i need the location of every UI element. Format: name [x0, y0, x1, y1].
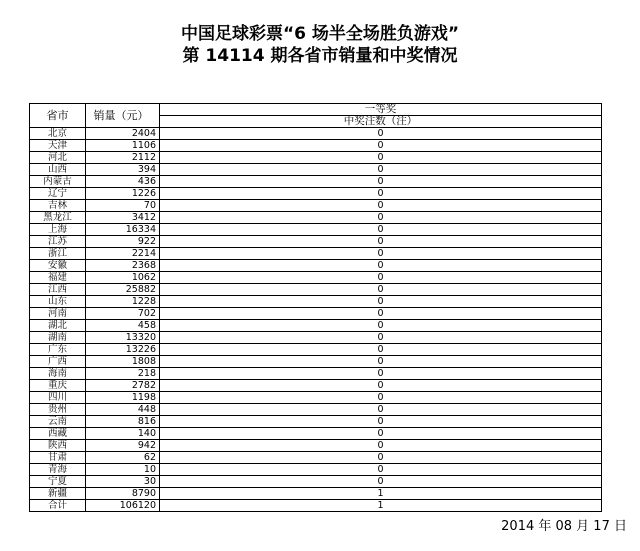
winners-cell: 0 [160, 452, 602, 464]
sales-cell: 140 [86, 428, 160, 440]
winners-cell: 0 [160, 272, 602, 284]
sales-cell: 2782 [86, 380, 160, 392]
table-row [30, 320, 602, 332]
winners-cell: 1 [160, 500, 602, 512]
table-row [30, 284, 602, 296]
table-row [30, 224, 602, 236]
province-cell: 福建 [30, 272, 86, 284]
table-row [30, 488, 602, 500]
publish-date: 2014 年 08 月 17 日 [501, 519, 627, 534]
province-cell: 天津 [30, 140, 86, 152]
sales-cell: 448 [86, 404, 160, 416]
table-row [30, 272, 602, 284]
winners-cell: 0 [160, 320, 602, 332]
table-row [30, 308, 602, 320]
sales-cell: 16334 [86, 224, 160, 236]
province-cell: 吉林 [30, 200, 86, 212]
table-row [30, 332, 602, 344]
table-row [30, 260, 602, 272]
sales-cell: 1228 [86, 296, 160, 308]
winners-cell: 0 [160, 392, 602, 404]
sales-cell: 25882 [86, 284, 160, 296]
province-cell: 江苏 [30, 236, 86, 248]
header-sales: 销量（元） [86, 104, 160, 128]
province-cell: 内蒙古 [30, 176, 86, 188]
winners-cell: 0 [160, 176, 602, 188]
table-row [30, 392, 602, 404]
province-cell: 辽宁 [30, 188, 86, 200]
table-row [30, 248, 602, 260]
sales-table [29, 103, 602, 512]
province-cell: 河北 [30, 152, 86, 164]
winners-cell: 0 [160, 212, 602, 224]
province-cell: 山东 [30, 296, 86, 308]
province-cell: 云南 [30, 416, 86, 428]
winners-cell: 1 [160, 488, 602, 500]
sales-cell: 13226 [86, 344, 160, 356]
province-cell: 江西 [30, 284, 86, 296]
table-row [30, 452, 602, 464]
province-cell: 贵州 [30, 404, 86, 416]
province-cell: 海南 [30, 368, 86, 380]
table-row [30, 188, 602, 200]
province-cell: 青海 [30, 464, 86, 476]
winners-cell: 0 [160, 368, 602, 380]
province-cell: 上海 [30, 224, 86, 236]
province-cell: 宁夏 [30, 476, 86, 488]
winners-cell: 0 [160, 164, 602, 176]
sales-cell: 2404 [86, 128, 160, 140]
sales-cell: 702 [86, 308, 160, 320]
table-row [30, 212, 602, 224]
winners-cell: 0 [160, 296, 602, 308]
header-prize-level: 一等奖 [160, 104, 602, 116]
province-cell: 湖北 [30, 320, 86, 332]
header-province: 省市 [30, 104, 86, 128]
table-row [30, 296, 602, 308]
province-cell: 山西 [30, 164, 86, 176]
sales-cell: 2112 [86, 152, 160, 164]
sales-cell: 62 [86, 452, 160, 464]
winners-cell: 0 [160, 428, 602, 440]
winners-cell: 0 [160, 344, 602, 356]
province-cell: 黑龙江 [30, 212, 86, 224]
winners-cell: 0 [160, 128, 602, 140]
province-cell: 浙江 [30, 248, 86, 260]
province-cell: 合计 [30, 500, 86, 512]
table-row [30, 428, 602, 440]
province-cell: 甘肃 [30, 452, 86, 464]
winners-cell: 0 [160, 332, 602, 344]
province-cell: 四川 [30, 392, 86, 404]
winners-cell: 0 [160, 380, 602, 392]
table-row [30, 500, 602, 512]
sales-cell: 2214 [86, 248, 160, 260]
sales-cell: 436 [86, 176, 160, 188]
province-cell: 重庆 [30, 380, 86, 392]
winners-cell: 0 [160, 200, 602, 212]
sales-cell: 10 [86, 464, 160, 476]
table-row [30, 440, 602, 452]
table-row [30, 200, 602, 212]
table-row [30, 380, 602, 392]
sales-cell: 458 [86, 320, 160, 332]
province-cell: 广西 [30, 356, 86, 368]
table-row [30, 476, 602, 488]
document-title: 中国足球彩票“6 场半全场胜负游戏” [180, 24, 460, 44]
province-cell: 安徽 [30, 260, 86, 272]
province-cell: 河南 [30, 308, 86, 320]
table-row [30, 236, 602, 248]
table-row [30, 128, 602, 140]
province-cell: 北京 [30, 128, 86, 140]
table-row [30, 464, 602, 476]
province-cell: 陕西 [30, 440, 86, 452]
sales-cell: 1106 [86, 140, 160, 152]
winners-cell: 0 [160, 236, 602, 248]
table-row [30, 164, 602, 176]
sales-cell: 1226 [86, 188, 160, 200]
sales-cell: 2368 [86, 260, 160, 272]
table-row [30, 416, 602, 428]
document-subtitle: 第 14114 期各省市销量和中奖情况 [182, 46, 458, 66]
sales-cell: 922 [86, 236, 160, 248]
winners-cell: 0 [160, 260, 602, 272]
table-body [30, 128, 602, 512]
province-cell: 湖南 [30, 332, 86, 344]
sales-cell: 816 [86, 416, 160, 428]
winners-cell: 0 [160, 356, 602, 368]
province-cell: 广东 [30, 344, 86, 356]
province-cell: 新疆 [30, 488, 86, 500]
sales-cell: 394 [86, 164, 160, 176]
table-row [30, 140, 602, 152]
winners-cell: 0 [160, 404, 602, 416]
table-row [30, 368, 602, 380]
sales-cell: 1198 [86, 392, 160, 404]
sales-cell: 3412 [86, 212, 160, 224]
winners-cell: 0 [160, 152, 602, 164]
winners-cell: 0 [160, 416, 602, 428]
winners-cell: 0 [160, 188, 602, 200]
sales-cell: 70 [86, 200, 160, 212]
table-row [30, 356, 602, 368]
winners-cell: 0 [160, 140, 602, 152]
winners-cell: 0 [160, 308, 602, 320]
winners-cell: 0 [160, 224, 602, 236]
winners-cell: 0 [160, 440, 602, 452]
winners-cell: 0 [160, 284, 602, 296]
sales-cell: 30 [86, 476, 160, 488]
sales-cell: 106120 [86, 500, 160, 512]
header-row [30, 104, 602, 116]
table-row [30, 176, 602, 188]
sales-cell: 1808 [86, 356, 160, 368]
winners-cell: 0 [160, 248, 602, 260]
sales-cell: 1062 [86, 272, 160, 284]
table-row [30, 404, 602, 416]
winners-cell: 0 [160, 476, 602, 488]
sales-cell: 218 [86, 368, 160, 380]
sales-cell: 8790 [86, 488, 160, 500]
winners-cell: 0 [160, 464, 602, 476]
table-row [30, 344, 602, 356]
header-winning-bets: 中奖注数（注） [160, 116, 602, 128]
sales-cell: 942 [86, 440, 160, 452]
province-cell: 西藏 [30, 428, 86, 440]
sales-cell: 13320 [86, 332, 160, 344]
table-row [30, 152, 602, 164]
